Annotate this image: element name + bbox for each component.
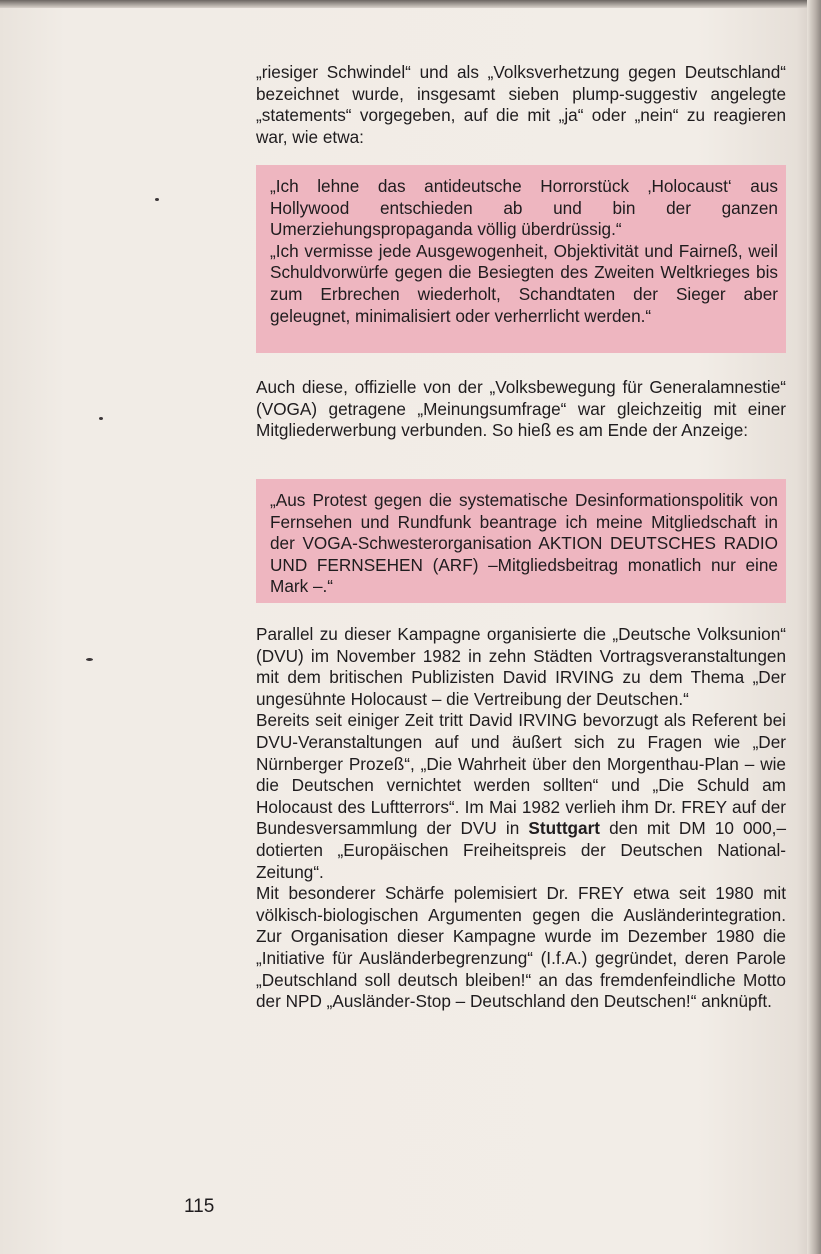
- intro-paragraph: [256, 62, 786, 148]
- quote-membership: „Aus Protest gegen die systematische Desinformationspolitik von Fernsehen und Rundfunk beantrage ich meine Mitgliedschaft in der VOGA-Schwesterorganisation AKTION DEUTSCHES RADIO UND FERNSEHEN (ARF) –Mitgliedsbeitrag monatlich nur eine Mark –.“: [270, 490, 778, 597]
- quote-statement-1: „Ich lehne das antideutsche Horrorstück ‚Holocaust‘ aus Hollywood entschieden ab und bin der ganzen Umerziehungspropaganda völlig überdrüssig.“: [270, 176, 778, 240]
- parallel-paragraph: Parallel zu dieser Kampagne organisierte die „Deutsche Volksunion“ (DVU) im November 1982 in zehn Städten Vortragsveranstaltungen mit dem britischen Publizisten David IRVING zu dem Thema „Der ungesühnte Holocaust – die Vertreibung der Deutschen.“: [256, 624, 786, 709]
- page-binding-edge: [807, 0, 821, 1254]
- page-number: 115: [184, 1196, 215, 1217]
- body-paragraphs: [256, 624, 786, 1013]
- middle-paragraph: [256, 377, 786, 442]
- irving-paragraph: [256, 710, 786, 883]
- quote-box-statements: [256, 165, 786, 353]
- middle-text: Auch diese, offizielle von der „Volksbewegung für Generalamnestie“ (VOGA) getragene „Meinungsumfrage“ war gleichzeitig mit einer Mitgliederwerbung verbunden. So hieß es am Ende der Anzeige:: [256, 377, 786, 441]
- stuttgart-bold: Stuttgart: [528, 818, 601, 839]
- intro-text: „riesiger Schwindel“ und als „Volksverhetzung gegen Deutschland“ bezeichnet wurde, insgesamt sieben plump-suggestiv angelegte „statements“ vorgegeben, auf die mit „ja“ oder „nein“ zu reagieren war, wie etwa:: [256, 62, 786, 147]
- page-speck: [99, 417, 103, 420]
- page-top-shadow: [0, 0, 821, 8]
- frey-paragraph: Mit besonderer Schärfe polemisiert Dr. FREY etwa seit 1980 mit völkisch-biologischen Argumenten gegen die Ausländerintegration. Zur Organisation dieser Kampagne wurde im Dezember 1980 die „Initiative für Ausländerbegrenzung“ (I.f.A.) gegründet, deren Parole „Deutschland soll deutsch bleiben!“ an das fremdenfeindliche Motto der NPD „Ausländer-Stop – Deutschland den Deutschen!“ anknüpft.: [256, 883, 786, 1012]
- quote-box-membership: [256, 479, 786, 603]
- irving-text-end: den mit DM 10 000,– dotierten „Europäischen Freiheitspreis der Deutschen National-Zeitung“.: [256, 818, 787, 882]
- irving-text-start: Bereits seit einiger Zeit tritt David IRVING bevorzugt als Referent bei DVU-Veranstaltungen auf und äußert sich zu Fragen wie „Der Nürnberger Prozeß“, „Die Wahrheit über den Morgenthau-Plan – wie die Deutschen vernichtet werden sollten“ und „Die Schuld am Holocaust des Luftterrors“. Im Mai 1982 verlieh ihm Dr. FREY auf der Bundesversammlung der DVU in: [256, 710, 786, 839]
- page-speck: [155, 198, 159, 201]
- page-speck: [86, 658, 93, 661]
- quote-statement-2: „Ich vermisse jede Ausgewogenheit, Objektivität und Fairneß, weil Schuldvorwürfe gegen die Besiegten des Zweiten Weltkrieges bis zum Erbrechen wiederholt, Schandtaten der Sieger aber geleugnet, minimalisiert oder verherrlicht werden.“: [270, 240, 778, 326]
